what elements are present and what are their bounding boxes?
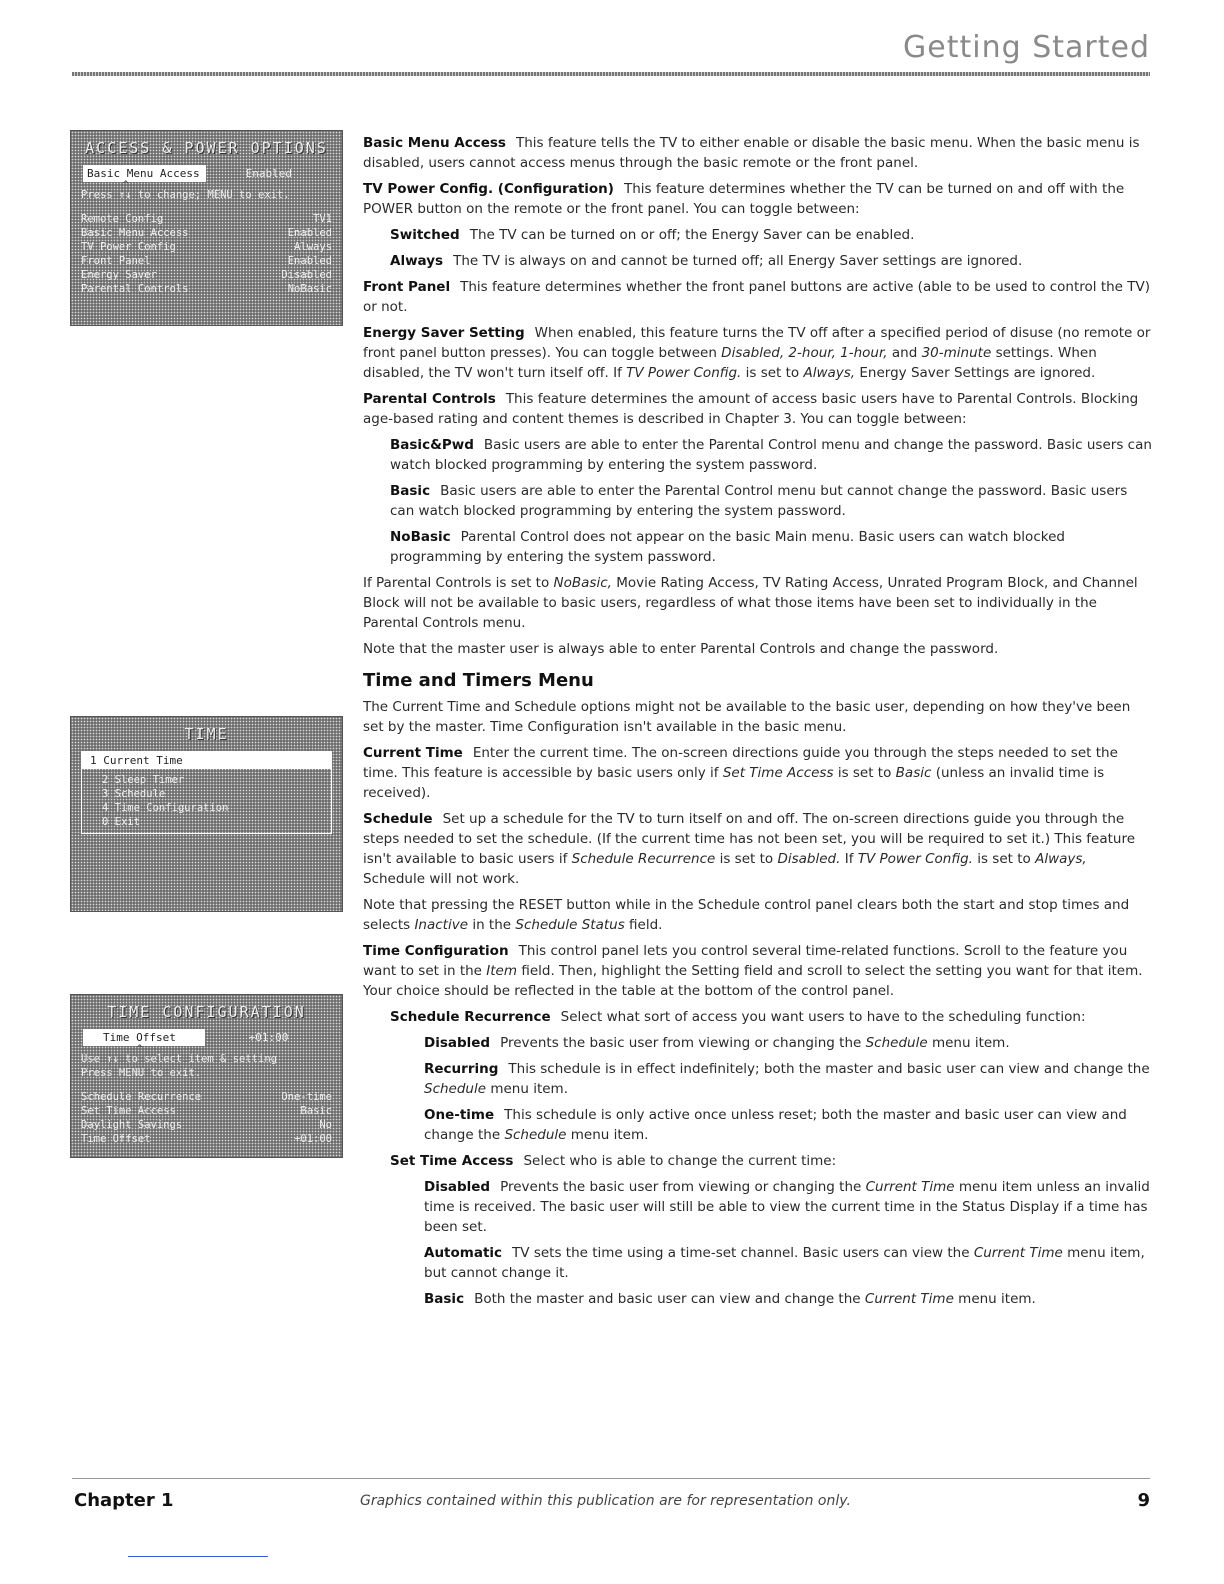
em: Inactive xyxy=(414,917,469,933)
table-row xyxy=(81,1104,332,1118)
em: Schedule xyxy=(865,1035,928,1051)
term: Basic&Pwd xyxy=(390,437,474,453)
term: Front Panel xyxy=(363,279,451,295)
paragraph-schedule-recurrence xyxy=(363,1007,1153,1027)
menu-item: 0 Exit xyxy=(102,816,140,828)
desc: Select what sort of access you want users to have to the scheduling function: xyxy=(560,1009,1086,1025)
desc: This control panel lets you control several time-related functions. Scroll to the feature you want to set in the xyxy=(363,943,1128,979)
table-row xyxy=(81,240,332,254)
desc: Set up a schedule for the TV to turn itself on and off. The on-screen directions guide you through the steps needed to set the schedule. (If the current time has not been set, you will be required to set it.) This feature isn't available to basic users if xyxy=(363,811,1136,867)
term: Always xyxy=(390,253,444,269)
desc: Select who is able to change the current time: xyxy=(523,1153,837,1169)
term: Parental Controls xyxy=(363,391,496,407)
em: Disabled, xyxy=(721,345,785,361)
paragraph-always xyxy=(363,251,1153,271)
row-value: Always xyxy=(294,241,332,253)
term: Schedule xyxy=(363,811,433,827)
desc: When enabled, this feature turns the TV off after a specified period of disuse (no remote or front panel button presses). You can toggle between xyxy=(363,325,1151,361)
paragraph-sta-disabled xyxy=(363,1177,1153,1237)
row-name: Remote Config xyxy=(81,213,164,225)
menu-item: 3 Schedule xyxy=(102,788,166,800)
access-power-options-screen xyxy=(70,130,343,326)
em: Current Time xyxy=(864,1291,954,1307)
paragraph-one-time xyxy=(363,1105,1153,1145)
bottom-link-line xyxy=(128,1556,268,1557)
table-row xyxy=(81,268,332,282)
paragraph-note-master xyxy=(363,639,1153,659)
desc: This schedule is in effect indefinitely; both the master and basic user can view and change the xyxy=(508,1061,1150,1077)
term: NoBasic xyxy=(390,529,451,545)
desc: Basic users are able to enter the Parental Control menu but cannot change the password. Basic users can watch blocked programming by entering the system password. xyxy=(390,483,1128,519)
paragraph-tv-power-config xyxy=(363,179,1153,219)
paragraph-switched xyxy=(363,225,1153,245)
row-value: NoBasic xyxy=(287,283,332,295)
paragraph-recurring xyxy=(363,1059,1153,1099)
main-text-column xyxy=(363,133,1153,1315)
em: Set Time Access xyxy=(722,765,834,781)
paragraph-basic xyxy=(363,481,1153,521)
em: Schedule Status xyxy=(515,917,625,933)
menu-item-current-time: 1 Current Time xyxy=(82,752,331,769)
row-name: Energy Saver xyxy=(81,269,157,281)
table-row xyxy=(81,1118,332,1132)
row-value: No xyxy=(319,1119,332,1131)
screen-title: TIME xyxy=(184,725,229,743)
desc: Energy Saver Settings are ignored. xyxy=(859,365,1096,381)
screen-title: TIME CONFIGURATION xyxy=(107,1003,306,1021)
desc: Movie Rating Access, TV Rating Access, Unrated Program Block, and Channel Block will not be available to basic users, regardless of what those items have been set to individually in the Parental Controls menu. xyxy=(363,575,1138,631)
row-name: Basic Menu Access xyxy=(81,227,189,239)
desc: menu item. xyxy=(931,1035,1010,1051)
section-title: Time and Timers Menu xyxy=(363,670,594,691)
row-value: TV1 xyxy=(313,213,332,225)
em: Always, xyxy=(803,365,856,381)
term: Disabled xyxy=(424,1035,491,1051)
highlight-label: Basic Menu Access xyxy=(83,165,206,182)
term: Switched xyxy=(390,227,460,243)
desc: field. xyxy=(629,917,663,933)
page-header-title: Getting Started xyxy=(903,30,1150,65)
em: TV Power Config. xyxy=(857,851,973,867)
highlight-value: Enabled xyxy=(245,167,292,180)
caret-up-icon: ^ xyxy=(137,1044,143,1054)
em: Item xyxy=(486,963,518,979)
desc: and xyxy=(891,345,918,361)
term: Current Time xyxy=(363,745,463,761)
row-name: Parental Controls xyxy=(81,283,189,295)
desc: in the xyxy=(472,917,512,933)
em: Always, xyxy=(1035,851,1087,867)
em: 2-hour, xyxy=(788,345,836,361)
desc: Note that pressing the RESET button while in the Schedule control panel clears both the start and stop times and selects xyxy=(363,897,1130,933)
term: One-time xyxy=(424,1107,495,1123)
paragraph-parental-controls xyxy=(363,389,1153,429)
desc: The Current Time and Schedule options might not be available to the basic user, depending on how they've been set by the master. Time Configuration isn't available in the basic menu. xyxy=(363,699,1131,735)
desc: settings. When disabled, the TV won't turn itself off. If xyxy=(363,345,1097,381)
time-menu-list xyxy=(81,751,332,834)
row-value: Enabled xyxy=(287,227,332,239)
row-name: Daylight Savings xyxy=(81,1119,183,1131)
term: TV Power Config. (Configuration) xyxy=(363,181,614,197)
desc: menu item. xyxy=(958,1291,1036,1307)
desc: If Parental Controls is set to xyxy=(363,575,550,591)
em: Schedule xyxy=(504,1127,567,1143)
row-name: Front Panel xyxy=(81,255,151,267)
desc: Enter the current time. The on-screen directions guide you through the steps needed to set the time. This feature is accessible by basic users only if xyxy=(363,745,1118,781)
desc: Schedule will not work. xyxy=(363,871,520,887)
row-value: +01:00 xyxy=(294,1133,332,1145)
table-row xyxy=(81,254,332,268)
table-row xyxy=(81,226,332,240)
desc: This feature determines the amount of access basic users have to Parental Controls. Blocking age-based rating and content themes is described in Chapter 3. You can toggle between: xyxy=(363,391,1139,427)
desc: is set to xyxy=(745,365,800,381)
paragraph-automatic xyxy=(363,1243,1153,1283)
paragraph-time-configuration xyxy=(363,941,1153,1001)
screen-instructions: Press ↑↓ to change; MENU to exit. xyxy=(81,189,290,201)
row-name: TV Power Config xyxy=(81,241,176,253)
time-menu-screen xyxy=(70,716,343,912)
desc: This feature determines whether the TV can be turned on and off with the POWER button on the remote or the front panel. You can toggle between: xyxy=(363,181,1125,217)
paragraph-energy-saver xyxy=(363,323,1153,383)
screen-instructions: Use ↑↓ to select item & setting xyxy=(81,1053,277,1065)
desc: Basic users are able to enter the Parental Control menu and change the password. Basic users can watch blocked programming by entering the system password. xyxy=(390,437,1152,473)
em: 1-hour, xyxy=(840,345,888,361)
caret-up-icon: ^ xyxy=(123,180,129,190)
highlight-value: +01:00 xyxy=(248,1031,289,1044)
highlighted-item xyxy=(83,165,332,190)
desc: Prevents the basic user from viewing or changing the xyxy=(500,1035,862,1051)
desc: This feature determines whether the front panel buttons are active (able to be used to control the TV) or not. xyxy=(363,279,1151,315)
screen-instructions: Press MENU to exit. xyxy=(81,1067,202,1079)
em: Current Time xyxy=(865,1179,955,1195)
paragraph-basic-menu-access xyxy=(363,133,1153,173)
em: Basic xyxy=(895,765,932,781)
row-value: Enabled xyxy=(287,255,332,267)
settings-table xyxy=(71,1080,342,1152)
paragraph-set-time-access xyxy=(363,1151,1153,1171)
table-row xyxy=(81,282,332,296)
paragraph-front-panel xyxy=(363,277,1153,317)
desc: TV sets the time using a time-set channel. Basic users can view the xyxy=(512,1245,970,1261)
term: Set Time Access xyxy=(390,1153,514,1169)
row-value: Disabled xyxy=(281,269,332,281)
paragraph-reset-note xyxy=(363,895,1153,935)
row-name: Schedule Recurrence xyxy=(81,1091,202,1103)
desc: (unless an invalid time is received). xyxy=(363,765,1105,801)
menu-item: 2 Sleep Timer xyxy=(102,774,185,786)
desc: menu item. xyxy=(490,1081,568,1097)
desc: field. Then, highlight the Setting field and scroll to select the setting you want for that item. Your choice should be reflected in the table at the bottom of the control panel. xyxy=(363,963,1143,999)
paragraph-nobasic xyxy=(363,527,1153,567)
desc: This feature tells the TV to either enable or disable the basic menu. When the basic menu is disabled, users cannot access menus through the basic remote or the front panel. xyxy=(363,135,1140,171)
table-row xyxy=(81,1132,332,1146)
term: Recurring xyxy=(424,1061,499,1077)
desc: menu item. xyxy=(570,1127,649,1143)
term: Automatic xyxy=(424,1245,503,1261)
chapter-label: Chapter 1 xyxy=(74,1490,174,1511)
paragraph-schedule xyxy=(363,809,1153,889)
highlight-label: Time Offset xyxy=(83,1029,205,1046)
em: NoBasic, xyxy=(553,575,612,591)
desc: Parental Control does not appear on the basic Main menu. Basic users can watch blocked programming by entering the system password. xyxy=(390,529,1065,565)
time-configuration-screen xyxy=(70,994,343,1158)
desc: If xyxy=(844,851,854,867)
desc: This schedule is only active once unless reset; both the master and basic user can view and change the xyxy=(424,1107,1127,1143)
table-row xyxy=(81,1090,332,1104)
em: TV Power Config. xyxy=(626,365,742,381)
desc: menu item unless an invalid time is received. The basic user will still be able to view the current time in the Status Display if a time has been set. xyxy=(424,1179,1150,1235)
paragraph-if-nobasic xyxy=(363,573,1153,633)
paragraph-sta-basic xyxy=(363,1289,1153,1309)
term: Disabled xyxy=(424,1179,491,1195)
desc: is set to xyxy=(837,765,892,781)
desc: The TV is always on and cannot be turned off; all Energy Saver settings are ignored. xyxy=(453,253,1023,269)
row-name: Time Offset xyxy=(81,1133,151,1145)
desc: is set to xyxy=(977,851,1031,867)
term: Basic xyxy=(424,1291,465,1307)
menu-item: 4 Time Configuration xyxy=(102,802,229,814)
em: 30-minute xyxy=(921,345,992,361)
term: Basic xyxy=(390,483,431,499)
desc: menu item, but cannot change it. xyxy=(424,1245,1145,1281)
header-rule xyxy=(72,72,1150,76)
em: Current Time xyxy=(973,1245,1063,1261)
em: Schedule Recurrence xyxy=(571,851,716,867)
term: Schedule Recurrence xyxy=(390,1009,551,1025)
desc: Both the master and basic user can view and change the xyxy=(474,1291,861,1307)
page-number: 9 xyxy=(1137,1490,1150,1511)
em: Schedule xyxy=(424,1081,487,1097)
row-value: One-time xyxy=(281,1091,332,1103)
desc: Note that the master user is always able to enter Parental Controls and change the password. xyxy=(363,641,999,657)
desc: Prevents the basic user from viewing or changing the xyxy=(500,1179,862,1195)
paragraph-current-time xyxy=(363,743,1153,803)
term: Energy Saver Setting xyxy=(363,325,525,341)
term: Basic Menu Access xyxy=(363,135,506,151)
term: Time Configuration xyxy=(363,943,509,959)
footer-rule xyxy=(72,1478,1150,1479)
paragraph-basic-pwd xyxy=(363,435,1153,475)
screen-title: ACCESS & POWER OPTIONS xyxy=(85,139,328,157)
row-value: Basic xyxy=(300,1105,332,1117)
paragraph-time-intro xyxy=(363,697,1153,737)
settings-table xyxy=(71,202,342,302)
row-name: Set Time Access xyxy=(81,1105,176,1117)
footer-note: Graphics contained within this publication are for representation only. xyxy=(360,1493,851,1509)
em: Disabled. xyxy=(777,851,841,867)
paragraph-disabled xyxy=(363,1033,1153,1053)
highlighted-item xyxy=(83,1029,332,1054)
table-row xyxy=(81,212,332,226)
desc: is set to xyxy=(719,851,774,867)
desc: The TV can be turned on or off; the Energy Saver can be enabled. xyxy=(469,227,915,243)
